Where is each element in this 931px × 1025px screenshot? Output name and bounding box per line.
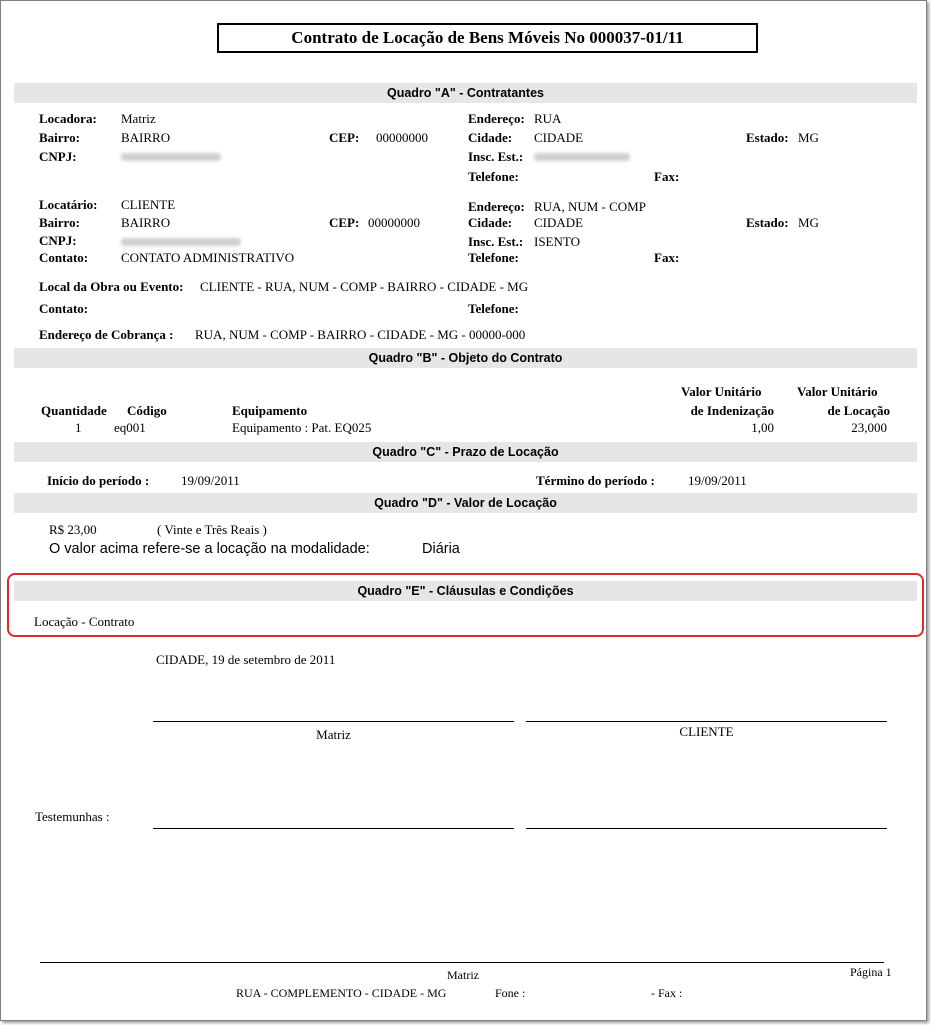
row-quantidade: 1 — [75, 420, 82, 435]
modalidade-text: O valor acima refere-se a locação na modalidade: — [49, 541, 370, 557]
footer-divider — [40, 962, 884, 963]
value-locatario-cep: 00000000 — [368, 215, 420, 230]
label-locatario-endereco: Endereço: — [468, 199, 525, 214]
label-cobranca: Endereço de Cobrança : — [39, 327, 174, 342]
value-locatario-cidade: CIDADE — [534, 215, 584, 230]
col-codigo: Código — [127, 403, 167, 418]
label-local-contato: Contato: — [39, 301, 89, 316]
quadro-d-header: Quadro "D" - Valor de Locação — [14, 493, 917, 513]
label-locatario-contato: Contato: — [39, 250, 89, 265]
value-cobranca: RUA, NUM - COMP - BAIRRO - CIDADE - MG - 00000-000 — [195, 327, 526, 342]
label-locadora-cidade: Cidade: — [468, 130, 513, 145]
page-number: Página 1 — [850, 965, 892, 979]
label-locadora-cnpj: CNPJ: — [39, 149, 77, 164]
value-modalidade: Diária — [422, 541, 460, 557]
label-locatario-telefone: Telefone: — [468, 250, 519, 265]
value-locatario-estado: MG — [798, 215, 819, 230]
quadro-e-header: Quadro "E" - Cláusulas e Condições — [14, 581, 917, 601]
label-locadora-telefone: Telefone: — [468, 169, 519, 184]
label-locadora-endereco: Endereço: — [468, 111, 525, 126]
redacted-cnpj-locatario — [121, 238, 241, 246]
testemunhas-label: Testemunhas : — [35, 809, 110, 824]
value-locadora-endereco: RUA — [534, 111, 562, 126]
value-locadora-cidade: CIDADE — [534, 130, 584, 145]
label-locatario-cep: CEP: — [329, 215, 360, 230]
label-locadora-cep: CEP: — [329, 130, 360, 145]
value-locadora: Matriz — [121, 111, 156, 126]
label-locadora-bairro: Bairro: — [39, 130, 80, 145]
value-locatario: CLIENTE — [121, 197, 176, 212]
col-locacao-line2: de Locação — [827, 403, 890, 418]
row-equipamento: Equipamento : Pat. EQ025 — [232, 420, 372, 435]
label-locadora: Locadora: — [39, 111, 97, 126]
label-locatario-fax: Fax: — [654, 250, 680, 265]
signature-locadora-name: Matriz — [316, 727, 351, 742]
value-local-obra: CLIENTE - RUA, NUM - COMP - BAIRRO - CIDADE - MG — [200, 279, 529, 294]
quadro-a-header: Quadro "A" - Contratantes — [14, 83, 917, 103]
value-valor: R$ 23,00 — [49, 522, 97, 537]
redacted-insc — [534, 153, 630, 161]
redacted-cnpj — [121, 153, 221, 161]
row-locacao: 23,000 — [851, 420, 887, 435]
label-locadora-insc: Insc. Est.: — [468, 149, 524, 164]
value-extenso: ( Vinte e Três Reais ) — [157, 522, 267, 537]
value-inicio: 19/09/2011 — [181, 473, 240, 488]
quadro-c-header: Quadro "C" - Prazo de Locação — [14, 442, 917, 462]
value-termino: 19/09/2011 — [688, 473, 747, 488]
label-locadora-fax: Fax: — [654, 169, 680, 184]
label-termino: Término do período : — [536, 473, 655, 488]
label-locatario-cnpj: CNPJ: — [39, 233, 77, 248]
label-locatario-insc: Insc. Est.: — [468, 234, 524, 249]
witness-line-2 — [526, 828, 887, 829]
local-data: CIDADE, 19 de setembro de 2011 — [156, 652, 336, 667]
clausulas-texto: Locação - Contrato — [34, 614, 135, 629]
label-locatario-cidade: Cidade: — [468, 215, 513, 230]
label-local-obra: Local da Obra ou Evento: — [39, 279, 184, 294]
document-title: Contrato de Locação de Bens Móveis No 000037-01/11 — [217, 23, 758, 53]
footer-fone-label: Fone : — [495, 986, 526, 1000]
signature-line-locatario — [526, 721, 887, 722]
value-locadora-cep: 00000000 — [376, 130, 428, 145]
label-locatario-estado: Estado: — [746, 215, 789, 230]
value-locadora-bairro: BAIRRO — [121, 130, 171, 145]
value-locatario-insc: ISENTO — [534, 234, 580, 249]
footer-endereco: RUA - COMPLEMENTO - CIDADE - MG — [236, 986, 447, 1000]
witness-line-1 — [153, 828, 514, 829]
footer-fax-label: - Fax : — [651, 986, 683, 1000]
col-indenizacao-line1: Valor Unitário — [681, 384, 762, 399]
col-quantidade: Quantidade — [41, 403, 107, 418]
signature-line-locadora — [153, 721, 514, 722]
label-local-telefone: Telefone: — [468, 301, 519, 316]
label-locatario: Locatário: — [39, 197, 98, 212]
footer-empresa: Matriz — [447, 968, 479, 982]
label-locadora-estado: Estado: — [746, 130, 789, 145]
value-locatario-contato: CONTATO ADMINISTRATIVO — [121, 250, 295, 265]
value-locatario-bairro: BAIRRO — [121, 215, 171, 230]
col-equipamento: Equipamento — [232, 403, 308, 418]
label-inicio: Início do período : — [47, 473, 150, 488]
col-locacao-line1: Valor Unitário — [797, 384, 878, 399]
quadro-b-header: Quadro "B" - Objeto do Contrato — [14, 348, 917, 368]
signature-locatario-name: CLIENTE — [679, 724, 734, 739]
col-indenizacao-line2: de Indenização — [690, 403, 774, 418]
row-indenizacao: 1,00 — [751, 420, 774, 435]
value-locatario-endereco: RUA, NUM - COMP — [534, 199, 646, 214]
label-locatario-bairro: Bairro: — [39, 215, 80, 230]
row-codigo: eq001 — [114, 420, 146, 435]
value-locadora-estado: MG — [798, 130, 819, 145]
